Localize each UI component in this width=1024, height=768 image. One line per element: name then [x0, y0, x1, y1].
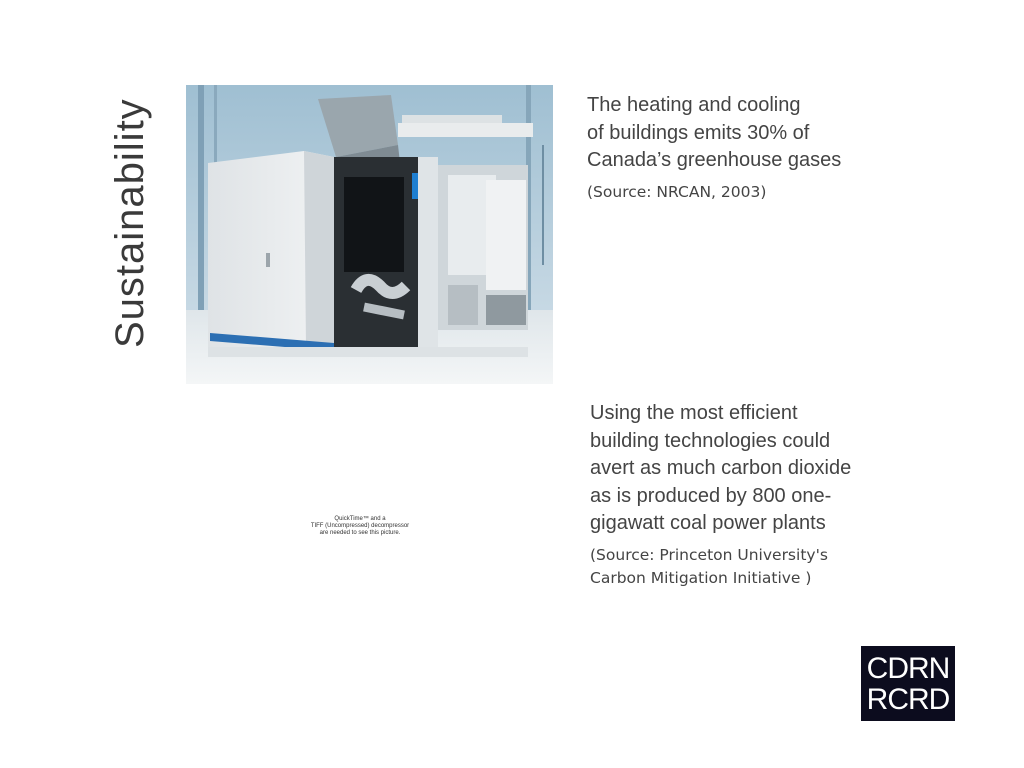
- placeholder-line-1: QuickTime™ and a: [334, 516, 386, 522]
- logo-line-1: CDRN: [866, 652, 950, 685]
- slide-title: Sustainability: [108, 98, 152, 348]
- efficiency-source: (Source: Princeton University's Carbon Mitigation Initiative ): [590, 545, 828, 587]
- emissions-source: (Source: NRCAN, 2003): [587, 182, 767, 201]
- hvac-unit-photo: [186, 85, 553, 384]
- text-block-efficiency: [590, 400, 910, 590]
- cdrn-logo: [861, 646, 955, 721]
- missing-picture-placeholder: [300, 516, 420, 537]
- placeholder-line-3: are needed to see this picture.: [319, 530, 401, 536]
- text-block-emissions: [587, 92, 907, 204]
- logo-line-2: RCRD: [866, 683, 950, 716]
- efficiency-statement: Using the most efficient building technologies could avert as much carbon dioxide as is produced by 800 one- gigawatt coal power plants: [590, 402, 852, 534]
- emissions-statement: The heating and cooling of buildings emits 30% of Canada’s greenhouse gases: [587, 94, 842, 171]
- placeholder-line-2: TIFF (Uncompressed) decompressor: [310, 523, 410, 529]
